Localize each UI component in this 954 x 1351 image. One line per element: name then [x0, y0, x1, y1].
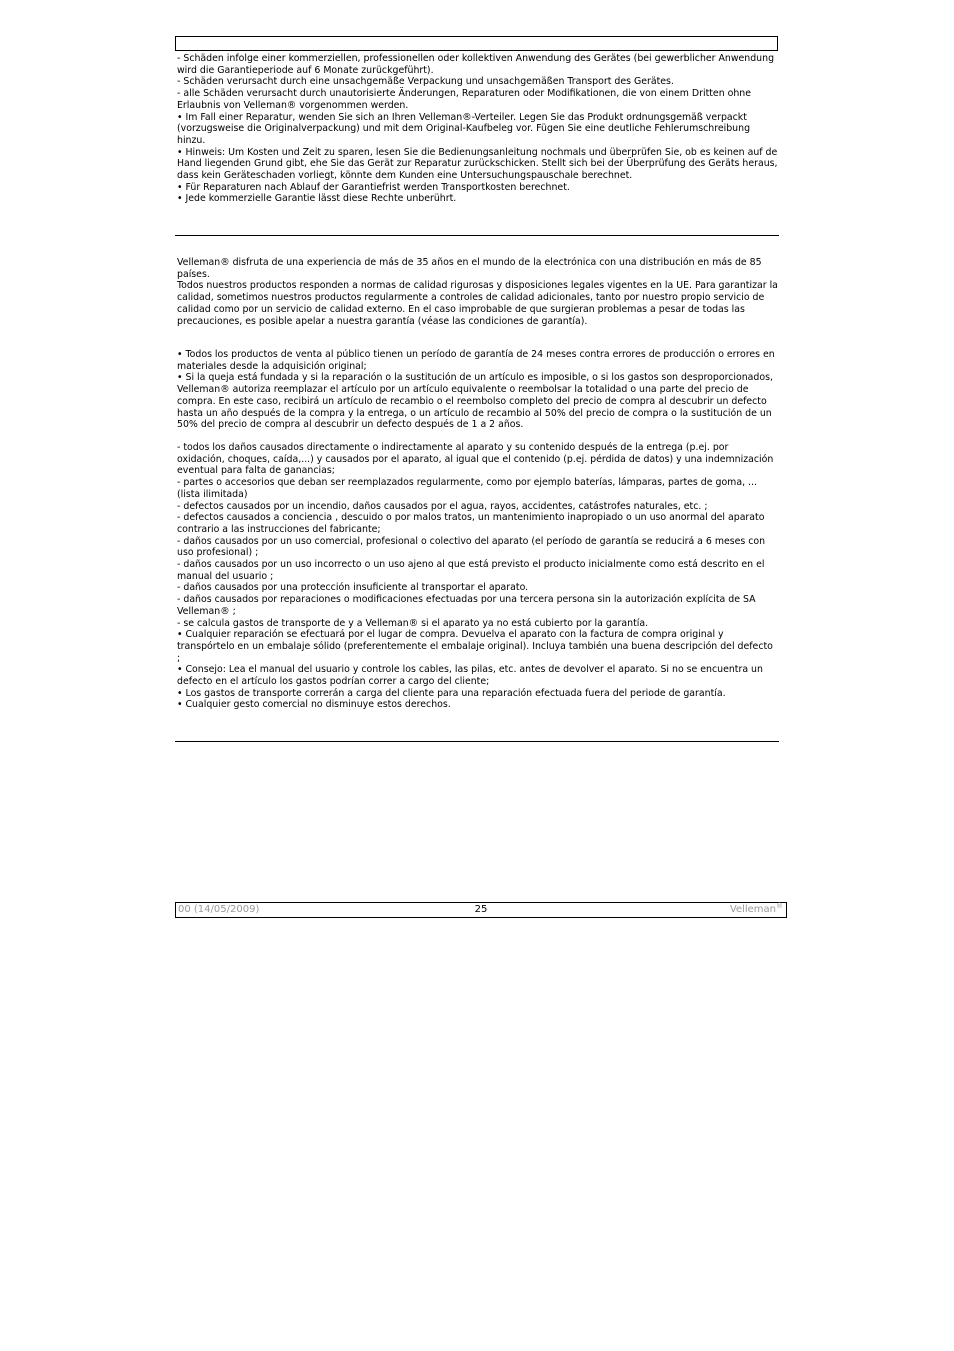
paragraph: • Hinweis: Um Kosten und Zeit zu sparen, lesen Sie die Bedienungsanleitung nochmals und überprüfen Sie, ob es keinen auf de Hand liegenden Grund gibt, ehe Sie das Gerät zur Reparatur zurückschicken. Stellt sich bei der Überprüfung des Geräts heraus, dass kein Geräteschaden vorliegt, könnte dem Kunden eine Untersuchungspauschale berechnet.	[177, 146, 778, 182]
section-divider	[175, 741, 779, 742]
paragraph: Todos nuestros productos responden a normas de calidad rigurosas y disposiciones legales vigentes en la UE. Para garantizar la calidad, sometimos nuestros productos regularmente a controles de calidad adicionales, tanto por nuestro propio servicio de calidad como por un servicio de calidad externo. En el caso improbable de que surgieran problemas a pesar de todas las precauciones, es posible apelar a nuestra garantía (véase las condiciones de garantía).	[177, 280, 778, 327]
paragraph: • Los gastos de transporte correrán a carga del cliente para una reparación efectuada fuera del periode de garantía.	[177, 687, 726, 699]
paragraph: • Cualquier gesto comercial no disminuye estos derechos.	[177, 699, 451, 711]
spanish-intro-section	[177, 257, 779, 327]
header-box	[175, 36, 778, 51]
spanish-guarantee-section	[177, 349, 779, 431]
spanish-exclusions-section	[177, 442, 779, 711]
brand-name	[730, 903, 783, 917]
paragraph: - defectos causados a conciencia , descuido o por malos tratos, un mantenimiento inapropiado o un uso anormal del aparato contrario a las instrucciones del fabricante;	[177, 512, 765, 535]
german-warranty-section	[177, 53, 779, 205]
paragraph: - se calcula gastos de transporte de y a Velleman® si el aparato ya no está cubierto por la garantía.	[177, 617, 649, 629]
paragraph: • Jede kommerzielle Garantie lässt diese Rechte unberührt.	[177, 193, 457, 205]
paragraph: - Schäden infolge einer kommerziellen, professionellen oder kollektiven Anwendung des Gerätes (bei gewerblicher Anwendung wird die Garantieperiode auf 6 Monate zurückgeführt).	[177, 53, 775, 76]
paragraph: - defectos causados por un incendio, daños causados por el agua, rayos, accidentes, catástrofes naturales, etc. ;	[177, 500, 708, 512]
registered-mark: ®	[776, 902, 783, 910]
paragraph: - alle Schäden verursacht durch unautorisierte Änderungen, Reparaturen oder Modifikationen, die von einem Dritten ohne Erlaubnis von Velleman® vorgenommen werden.	[177, 88, 752, 111]
paragraph: - Schäden verursacht durch eine unsachgemäße Verpackung und unsachgemäßen Transport des Gerätes.	[177, 76, 674, 88]
page-number: 25	[474, 904, 488, 915]
paragraph: • Im Fall einer Reparatur, wenden Sie sich an Ihren Velleman®-Verteiler. Legen Sie das Produkt ordnungsgemäß verpackt (vorzugsweise die Originalverpackung) und mit dem Original-Kaufbeleg vor. Fügen Sie eine deutliche Fehlerumschreibung hinzu.	[177, 111, 751, 146]
section-divider	[175, 235, 779, 236]
paragraph: • Cualquier reparación se efectuará por el lugar de compra. Devuelva el aparato con la factura de compra original y transpórtelo en un embalaje sólido (preferentemente el embalaje original). Incluya también una buena descripción del defecto ;	[177, 629, 773, 664]
paragraph: - partes o accesorios que deban ser reemplazados regularmente, como por ejemplo baterías, lámparas, partes de goma, ... (lista ilimitada)	[177, 477, 757, 500]
paragraph: • Si la queja está fundada y si la reparación o la sustitución de un artículo es imposible, o si los gastos son desproporcionados, Velleman® autoriza reemplazar el artículo por un artículo equivalente o reembolsar la totalidad o una parte del precio de compra. En este caso, recibirá un artículo de recambio o el reembolso completo del precio de compra al descubrir un defecto hasta un año después de la compra y la entrega, o un artículo de recambio al 50% del precio de compra o la sustitución de un 50% del precio de compra al descubrir un defecto después de 1 a 2 años.	[177, 372, 773, 431]
paragraph: - daños causados por reparaciones o modificaciones efectuadas por una tercera persona sin la autorización explícita de SA Velleman® ;	[177, 594, 756, 617]
paragraph: - daños causados por un uso comercial, profesional o colectivo del aparato (el período de garantía se reducirá a 6 meses con uso profesional) ;	[177, 535, 766, 559]
paragraph: - todos los daños causados directamente o indirectamente al aparato y su contenido después de la entrega (p.ej. por oxidación, choques, caída,...) y causados por el aparato, al igual que el contenido (p.ej. pérdida de datos) y una indemnización eventual para falta de ganancias;	[177, 442, 774, 477]
paragraph: - daños causados por una protección insuficiente al transportar el aparato.	[177, 582, 529, 594]
paragraph: - daños causados por un uso incorrecto o un uso ajeno al que está previsto el producto inicialmente como está descrito en el manual del usuario ;	[177, 559, 765, 582]
paragraph: Velleman® disfruta de una experiencia de más de 35 años en el mundo de la electrónica con una distribución en más de 85 países.	[177, 257, 762, 280]
paragraph: • Consejo: Lea el manual del usuario y controle los cables, las pilas, etc. antes de devolver el aparato. Si no se encuentra un defecto en el artículo los gastos podrían correr a cargo del cliente;	[177, 664, 763, 688]
revision-date: 00 (14/05/2009)	[178, 904, 260, 915]
paragraph: • Todos los productos de venta al público tienen un período de garantía de 24 meses contra errores de producción o errores en materiales desde la adquisición original;	[177, 349, 775, 372]
brand-text: Velleman	[729, 904, 776, 915]
page-footer	[175, 902, 787, 918]
paragraph: • Für Reparaturen nach Ablauf der Garantiefrist werden Transportkosten berechnet.	[177, 181, 570, 193]
